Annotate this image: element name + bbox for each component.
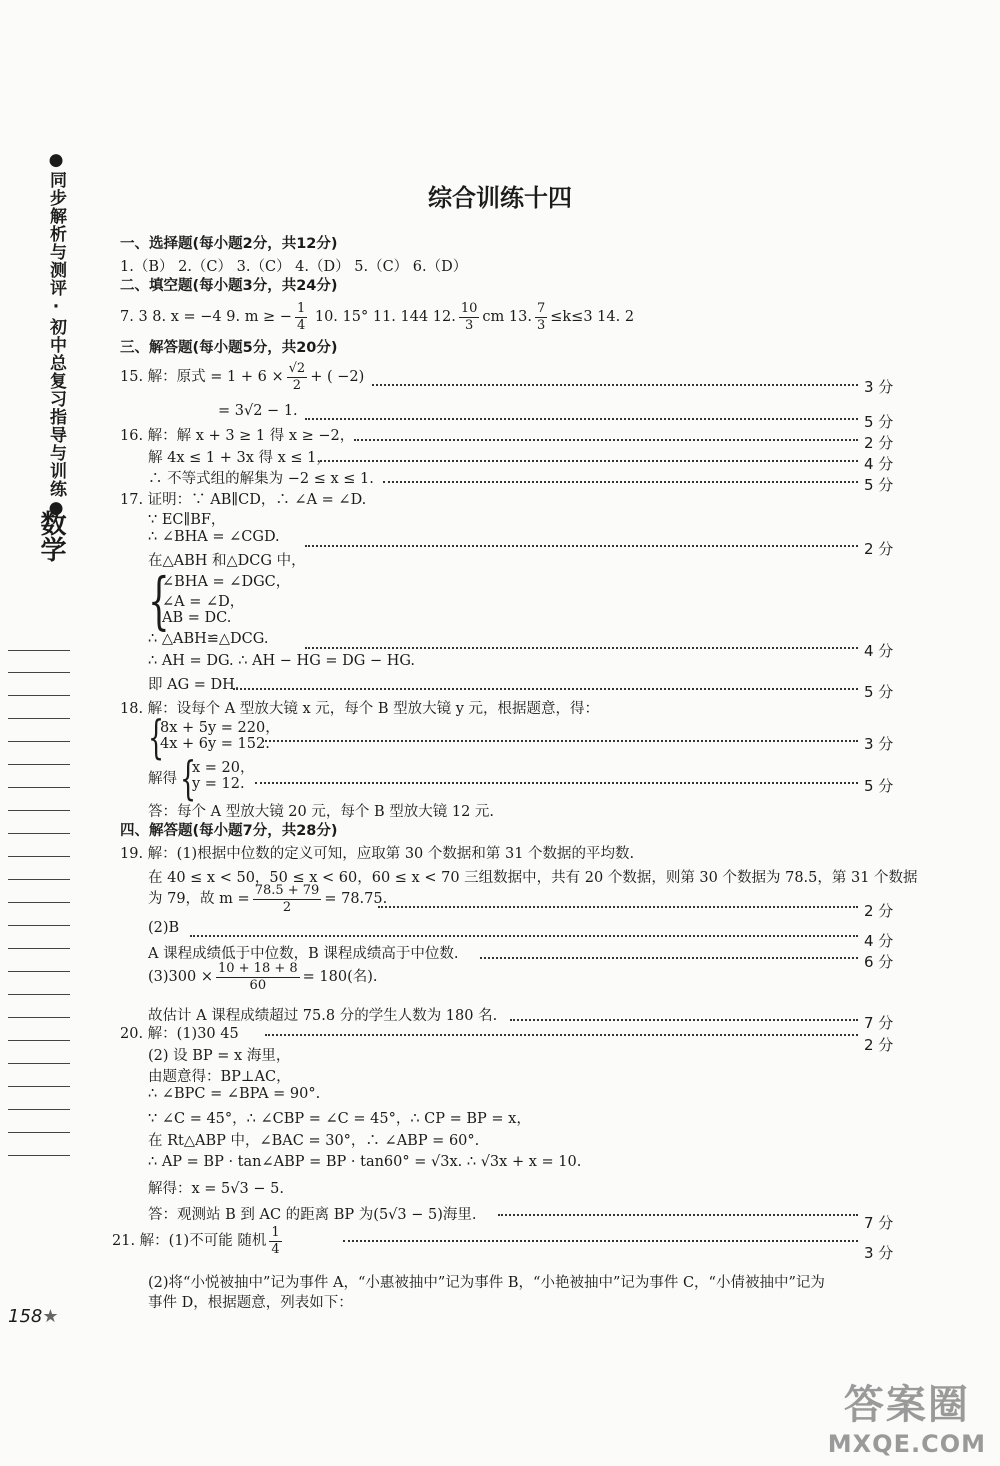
q21-line2: (2)将“小悦被抽中”记为事件 A，“小惠被抽中”记为事件 B，“小艳被抽中”记为事件 C，“小倩被抽中”记为 [148, 1275, 825, 1291]
q16-line1: 16. 解：解 x + 3 ≥ 1 得 x ≥ −2， [120, 428, 355, 444]
fraction: $\frac{10 + 18 + 8}{60}$ [217, 960, 298, 993]
page-number: 158★ [8, 1306, 59, 1327]
q16-line3: ∴ 不等式组的解集为 −2 ≤ x ≤ 1. [148, 471, 374, 487]
brace: { [180, 751, 197, 805]
dot-leader [372, 384, 858, 386]
watermark [828, 1373, 986, 1458]
score: 5 分 [864, 413, 894, 431]
score: 2 分 [864, 540, 894, 558]
star-icon: ★ [42, 1306, 59, 1327]
score: 3 分 [864, 735, 894, 753]
q20-line1: 20. 解：(1)30 45 [120, 1026, 239, 1042]
dot-leader [255, 782, 858, 784]
score: 2 分 [864, 434, 894, 452]
watermark-logo: 答案圈 [843, 1382, 970, 1428]
brace: { [148, 564, 170, 637]
q16-line2: 解 4x ≤ 1 + 3x 得 x ≤ 1， [148, 450, 331, 466]
score: 4 分 [864, 932, 894, 950]
q18-line1: 18. 解：设每个 A 型放大镜 x 元，每个 B 型放大镜 y 元，根据题意，得： [120, 701, 600, 717]
q17-sys3: AB = DC. [162, 610, 232, 626]
score: 5 分 [864, 683, 894, 701]
dot-leader [233, 688, 858, 690]
q19-line6: (3)300 × $\frac{10 + 18 + 8}{60}$ = 180(名). [148, 960, 378, 993]
q20-line2: (2) 设 BP = x 海里， [148, 1048, 291, 1064]
score: 4 分 [864, 455, 894, 473]
fill-answers [120, 298, 634, 336]
q19-line5: A 课程成绩低于中位数，B 课程成绩高于中位数. [148, 946, 459, 962]
score: 3 分 [864, 378, 894, 396]
q19-line3: 为 79，故 m = $\frac{78.5 + 79}{2}$ = 78.75. [148, 882, 388, 915]
q18-line2: 解得 [148, 771, 177, 787]
section-fill: 二、填空题(每小题3分，共24分) [120, 278, 338, 294]
score: 3 分 [864, 1244, 894, 1262]
q18-line3: 答：每个 A 型放大镜 20 元，每个 B 型放大镜 12 元. [148, 804, 495, 820]
q17-line2: ∵ EC∥BF， [148, 512, 226, 528]
q20-line5: ∵ ∠C = 45°，∴ ∠CBP = ∠C = 45°，∴ CP = BP = x， [148, 1111, 531, 1127]
q19-line2: 在 40 ≤ x < 50，50 ≤ x < 60，60 ≤ x < 70 三组数据中，共有 20 个数据，则第 30 个数据为 78.5，第 31 个数据 [148, 870, 918, 886]
fill-a13-14: ≤k≤3 14. 2 [550, 309, 635, 325]
fraction: $\frac{1}{4}$ [296, 300, 306, 333]
choice-answers: 1.（B） 2.（C） 3.（C） 4.（D） 5.（C） 6.（D） [120, 259, 468, 275]
q17-line5: ∴ △ABH≌△DCG. [148, 631, 269, 647]
q18-sol2: y = 12. [192, 776, 245, 792]
fraction: $\frac{78.5 + 79}{2}$ [254, 882, 320, 915]
brace: { [148, 710, 165, 764]
section-solve-1: 三、解答题(每小题5分，共20分) [120, 340, 338, 356]
score: 4 分 [864, 642, 894, 660]
score: 2 分 [864, 1036, 894, 1054]
score: 7 分 [864, 1214, 894, 1232]
dot-leader [510, 1019, 858, 1021]
dot-leader [480, 957, 858, 959]
q17-line6: ∴ AH = DG. ∴ AH − HG = DG − HG. [148, 653, 416, 669]
q20-line4: ∴ ∠BPC = ∠BPA = 90°. [148, 1086, 321, 1102]
score: 5 分 [864, 476, 894, 494]
dot-leader [383, 481, 858, 483]
q19-line4: (2)B [148, 920, 180, 936]
fill-a12-unit: cm 13. [482, 309, 532, 325]
q17-line1: 17. 证明：∵ AB∥CD，∴ ∠A = ∠D. [120, 492, 367, 508]
q21-line3: 事件 D，根据题意，列表如下： [148, 1295, 353, 1311]
dot-leader [343, 1240, 858, 1242]
q20-line8: 解得：x = 5√3 − 5. [148, 1181, 284, 1197]
fraction: $\frac{1}{4}$ [271, 1224, 280, 1257]
score: 5 分 [864, 777, 894, 795]
page-title: 综合训练十四 [428, 184, 572, 212]
dot-leader [354, 439, 858, 441]
series-title: ●同步解析与测评·初中总复习指导与训练● [46, 150, 66, 519]
q17-line3: ∴ ∠BHA = ∠CGD. [148, 529, 280, 545]
q15-line2: = 3√2 − 1. [218, 403, 298, 419]
q17-sys1: ∠BHA = ∠DGC， [162, 574, 291, 590]
q21-line1: 21. 解：(1)不可能 随机 $\frac{1}{4}$ [112, 1224, 280, 1257]
q18-sys2: 4x + 6y = 152. [160, 736, 270, 752]
watermark-url: MXQE.COM [827, 1430, 986, 1458]
q17-line7: 即 AG = DH. [148, 677, 240, 693]
subject-label: 数学 [36, 510, 66, 562]
dot-leader [305, 545, 858, 547]
fraction: $\frac{7}{3}$ [536, 300, 546, 333]
fill-a7-9: 7. 3 8. x = −4 9. m ≥ − [120, 309, 292, 325]
fraction: $\frac{10}{3}$ [460, 300, 478, 333]
q17-line4: 在△ABH 和△DCG 中， [148, 553, 306, 569]
dot-leader [498, 1214, 858, 1216]
q19-line7: 故估计 A 课程成绩超过 75.8 分的学生人数为 180 名. [148, 1008, 498, 1024]
section-choice: 一、选择题(每小题2分，共12分) [120, 236, 338, 252]
dot-leader [320, 460, 858, 462]
q20-line6: 在 Rt△ABP 中，∠BAC = 30°，∴ ∠ABP = 60°. [148, 1133, 480, 1149]
score: 2 分 [864, 902, 894, 920]
dot-leader [305, 647, 858, 649]
q17-sys2: ∠A = ∠D， [162, 594, 245, 610]
section-solve-2: 四、解答题(每小题7分，共28分) [120, 823, 338, 839]
q18-sys1: 8x + 5y = 220， [160, 720, 280, 736]
q20-line9: 答：观测站 B 到 AC 的距离 BP 为(5√3 − 5)海里. [148, 1207, 477, 1223]
q15-line1: 15. 解：原式 = 1 + 6 × $\frac{√2}{2}$ + ( −2) [120, 360, 365, 393]
score: 7 分 [864, 1014, 894, 1032]
q18-sol1: x = 20， [192, 760, 255, 776]
dot-leader [378, 906, 858, 908]
q19-line1: 19. 解：(1)根据中位数的定义可知，应取第 30 个数据和第 31 个数据的平均数. [120, 846, 635, 862]
dot-leader [262, 740, 858, 742]
score: 6 分 [864, 953, 894, 971]
q20-line3: 由题意得：BP⊥AC， [148, 1069, 291, 1085]
dot-leader [305, 418, 858, 420]
dot-leader [190, 935, 858, 937]
dot-leader [265, 1034, 858, 1036]
q20-line7: ∴ AP = BP · tan∠ABP = BP · tan60° = √3x. ∴ √3x + x = 10. [148, 1154, 582, 1170]
fill-a10-12: 10. 15° 11. 144 12. [314, 309, 456, 325]
